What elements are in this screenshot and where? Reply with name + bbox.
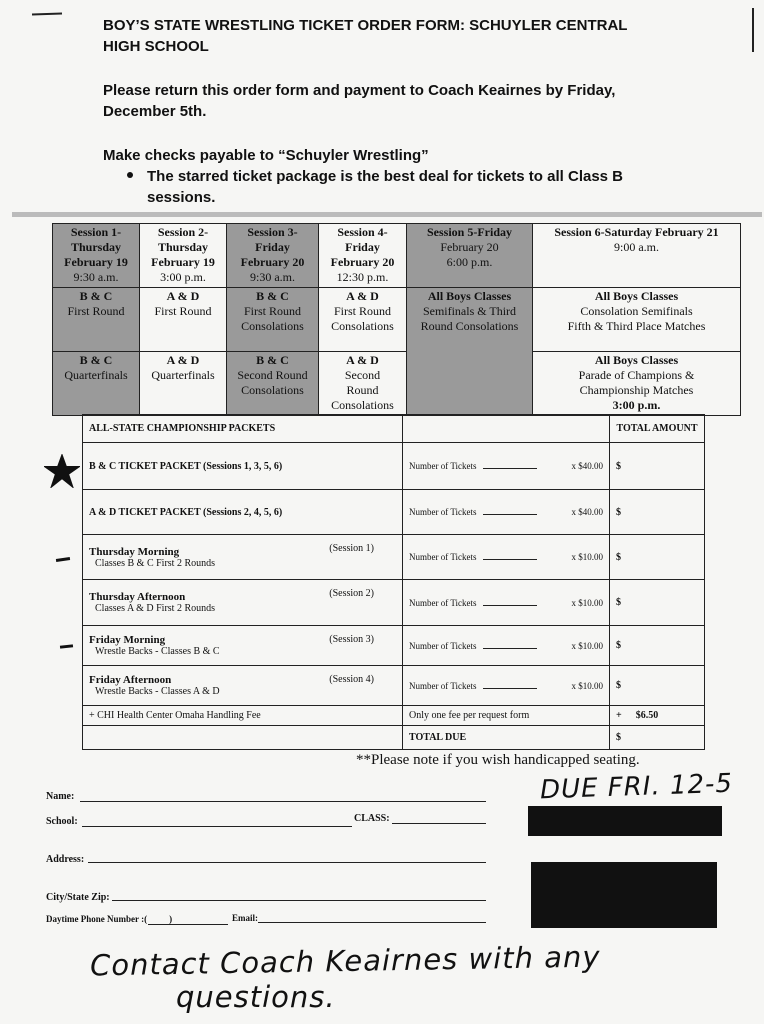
number-of-tickets-label: Number of Tickets [409, 461, 477, 471]
phone-field[interactable] [148, 924, 228, 925]
ticket-title: Friday Afternoon [89, 674, 172, 686]
return-instructions: Please return this order form and payment to Coach Keairnes by Friday, December 5th. [103, 82, 616, 120]
handwritten-due-date: DUE FRI. 12-5 [539, 768, 734, 806]
class-label: CLASS: [354, 813, 390, 824]
handling-fee-note: Only one fee per request form [403, 706, 610, 726]
school-label: School: [46, 816, 78, 827]
city-state-zip-label: City/State Zip: [46, 892, 110, 903]
address-label: Address: [46, 854, 85, 865]
ticket-session: (Session 4) [329, 674, 374, 685]
number-of-tickets-label: Number of Tickets [409, 552, 477, 562]
ticket-quantity-field[interactable] [483, 468, 537, 469]
session-1-round-2: B & C Quarterfinals [53, 352, 140, 416]
ticket-subtitle: Classes B & C First 2 Rounds [95, 557, 216, 569]
corner-dash-mark [32, 12, 62, 15]
checks-instructions: Make checks payable to “Schuyler Wrestling” [103, 147, 429, 164]
session-1-header: Session 1- Thursday February 19 9:30 a.m. [53, 224, 140, 288]
ticket-session: (Session 1) [329, 543, 374, 554]
ticket-total-field[interactable]: $ [610, 626, 705, 666]
ticket-price: x $10.00 [571, 680, 603, 691]
session-2-round-1: A & D First Round [140, 288, 227, 352]
ticket-total-field[interactable]: $ [610, 535, 705, 580]
ticket-subtitle: Classes A & D First 2 Rounds [95, 603, 216, 614]
email-label: Email: [232, 913, 258, 923]
number-of-tickets-label: Number of Tickets [409, 597, 477, 608]
school-field[interactable] [82, 826, 352, 827]
session-4-round-1: A & D First Round Consolations [319, 288, 407, 352]
number-of-tickets-label: Number of Tickets [409, 640, 477, 651]
ticket-price: x $10.00 [571, 552, 603, 562]
page-fold-divider [12, 212, 762, 217]
ticket-title: A & D TICKET PACKET (Sessions 2, 4, 5, 6) [83, 490, 403, 535]
ticket-title: Friday Morning [89, 634, 166, 646]
ticket-title: Thursday Morning [89, 545, 180, 558]
email-field[interactable] [258, 922, 486, 923]
ticket-row [83, 443, 705, 490]
redacted-block [531, 862, 717, 928]
class-field[interactable] [392, 823, 486, 824]
ticket-quantity-field[interactable] [483, 559, 537, 560]
session-5-header: Session 5-Friday February 20 6:00 p.m. [407, 224, 533, 288]
total-due-blank [83, 726, 403, 750]
ticket-price: x $40.00 [571, 461, 603, 471]
ticket-quantity-field[interactable] [483, 605, 537, 606]
name-label: Name: [46, 791, 75, 802]
number-of-tickets-label: Number of Tickets [409, 680, 477, 691]
ticket-subtitle: Wrestle Backs - Classes B & C [95, 646, 220, 657]
ticket-row [83, 535, 705, 580]
ticket-title: Thursday Afternoon [89, 591, 186, 603]
ticket-total-field[interactable]: $ [610, 490, 705, 535]
session-1-round-1: B & C First Round [53, 288, 140, 352]
bullet-icon [127, 172, 133, 178]
ticket-price: x $10.00 [571, 597, 603, 608]
ticket-total-field[interactable]: $ [610, 666, 705, 706]
session-4-header: Session 4- Friday February 20 12:30 p.m. [319, 224, 407, 288]
handling-fee-label: + CHI Health Center Omaha Handling Fee [83, 706, 403, 726]
number-of-tickets-label: Number of Tickets [409, 507, 477, 517]
city-state-zip-field[interactable] [112, 900, 486, 901]
ticket-total-field[interactable]: $ [610, 580, 705, 626]
session-3-round-2: B & C Second Round Consolations [227, 352, 319, 416]
name-field[interactable] [80, 801, 486, 802]
phone-label: Daytime Phone Number :( ) [46, 914, 173, 924]
packets-heading-blank [403, 415, 610, 443]
ticket-row [83, 666, 705, 706]
ticket-title: B & C TICKET PACKET (Sessions 1, 3, 5, 6) [83, 443, 403, 490]
ticket-row [83, 580, 705, 626]
ticket-price: x $40.00 [571, 507, 603, 517]
total-due-field[interactable]: $ [610, 726, 705, 750]
session-2-round-2: A & D Quarterfinals [140, 352, 227, 416]
ticket-row [83, 626, 705, 666]
ticket-session: (Session 2) [329, 588, 374, 599]
ticket-order-table [82, 414, 705, 750]
handling-fee-amount: + $6.50 [610, 706, 705, 726]
session-3-round-1: B & C First Round Consolations [227, 288, 319, 352]
starred-package-note: The starred ticket package is the best deal for tickets to all Class B sessions. [127, 166, 623, 208]
session-6-events-b: All Boys Classes Parade of Champions & Championship Matches 3:00 p.m. [533, 352, 741, 416]
handwritten-contact-note: Contact Coach Keairnes with any [89, 939, 601, 983]
packets-heading: ALL-STATE CHAMPIONSHIP PACKETS [83, 415, 403, 443]
ticket-row [83, 490, 705, 535]
redacted-block [528, 806, 722, 836]
total-amount-heading: TOTAL AMOUNT [610, 415, 705, 443]
handwritten-contact-note-2: questions. [176, 980, 336, 1014]
session-2-header: Session 2- Thursday February 19 3:00 p.m. [140, 224, 227, 288]
ticket-price: x $10.00 [571, 640, 603, 651]
check-dash-mark [56, 557, 70, 562]
session-5-events: All Boys Classes Semifinals & Third Round Consolations [407, 288, 533, 416]
form-title: BOY’S STATE WRESTLING TICKET ORDER FORM: SCHUYLER CENTRAL HIGH SCHOOL [103, 17, 628, 55]
ticket-subtitle: Wrestle Backs - Classes A & D [95, 686, 220, 697]
total-due-label: TOTAL DUE [403, 726, 610, 750]
ticket-quantity-field[interactable] [483, 514, 537, 515]
ticket-quantity-field[interactable] [483, 648, 537, 649]
session-6-header: Session 6-Saturday February 21 9:00 a.m. [533, 224, 741, 288]
session-3-header: Session 3- Friday February 20 9:30 a.m. [227, 224, 319, 288]
ticket-session: (Session 3) [329, 634, 374, 645]
star-mark-icon [44, 454, 80, 488]
session-6-events-a: All Boys Classes Consolation Semifinals Fifth & Third Place Matches [533, 288, 741, 352]
session-4-round-2: A & D Second Round Consolations [319, 352, 407, 416]
margin-bar-mark [752, 8, 754, 52]
handicap-seating-note: **Please note if you wish handicapped seating. [356, 752, 640, 768]
check-dash-mark [60, 644, 73, 648]
ticket-quantity-field[interactable] [483, 688, 537, 689]
ticket-total-field[interactable]: $ [610, 443, 705, 490]
session-schedule-table [52, 223, 741, 416]
address-field[interactable] [88, 862, 486, 863]
